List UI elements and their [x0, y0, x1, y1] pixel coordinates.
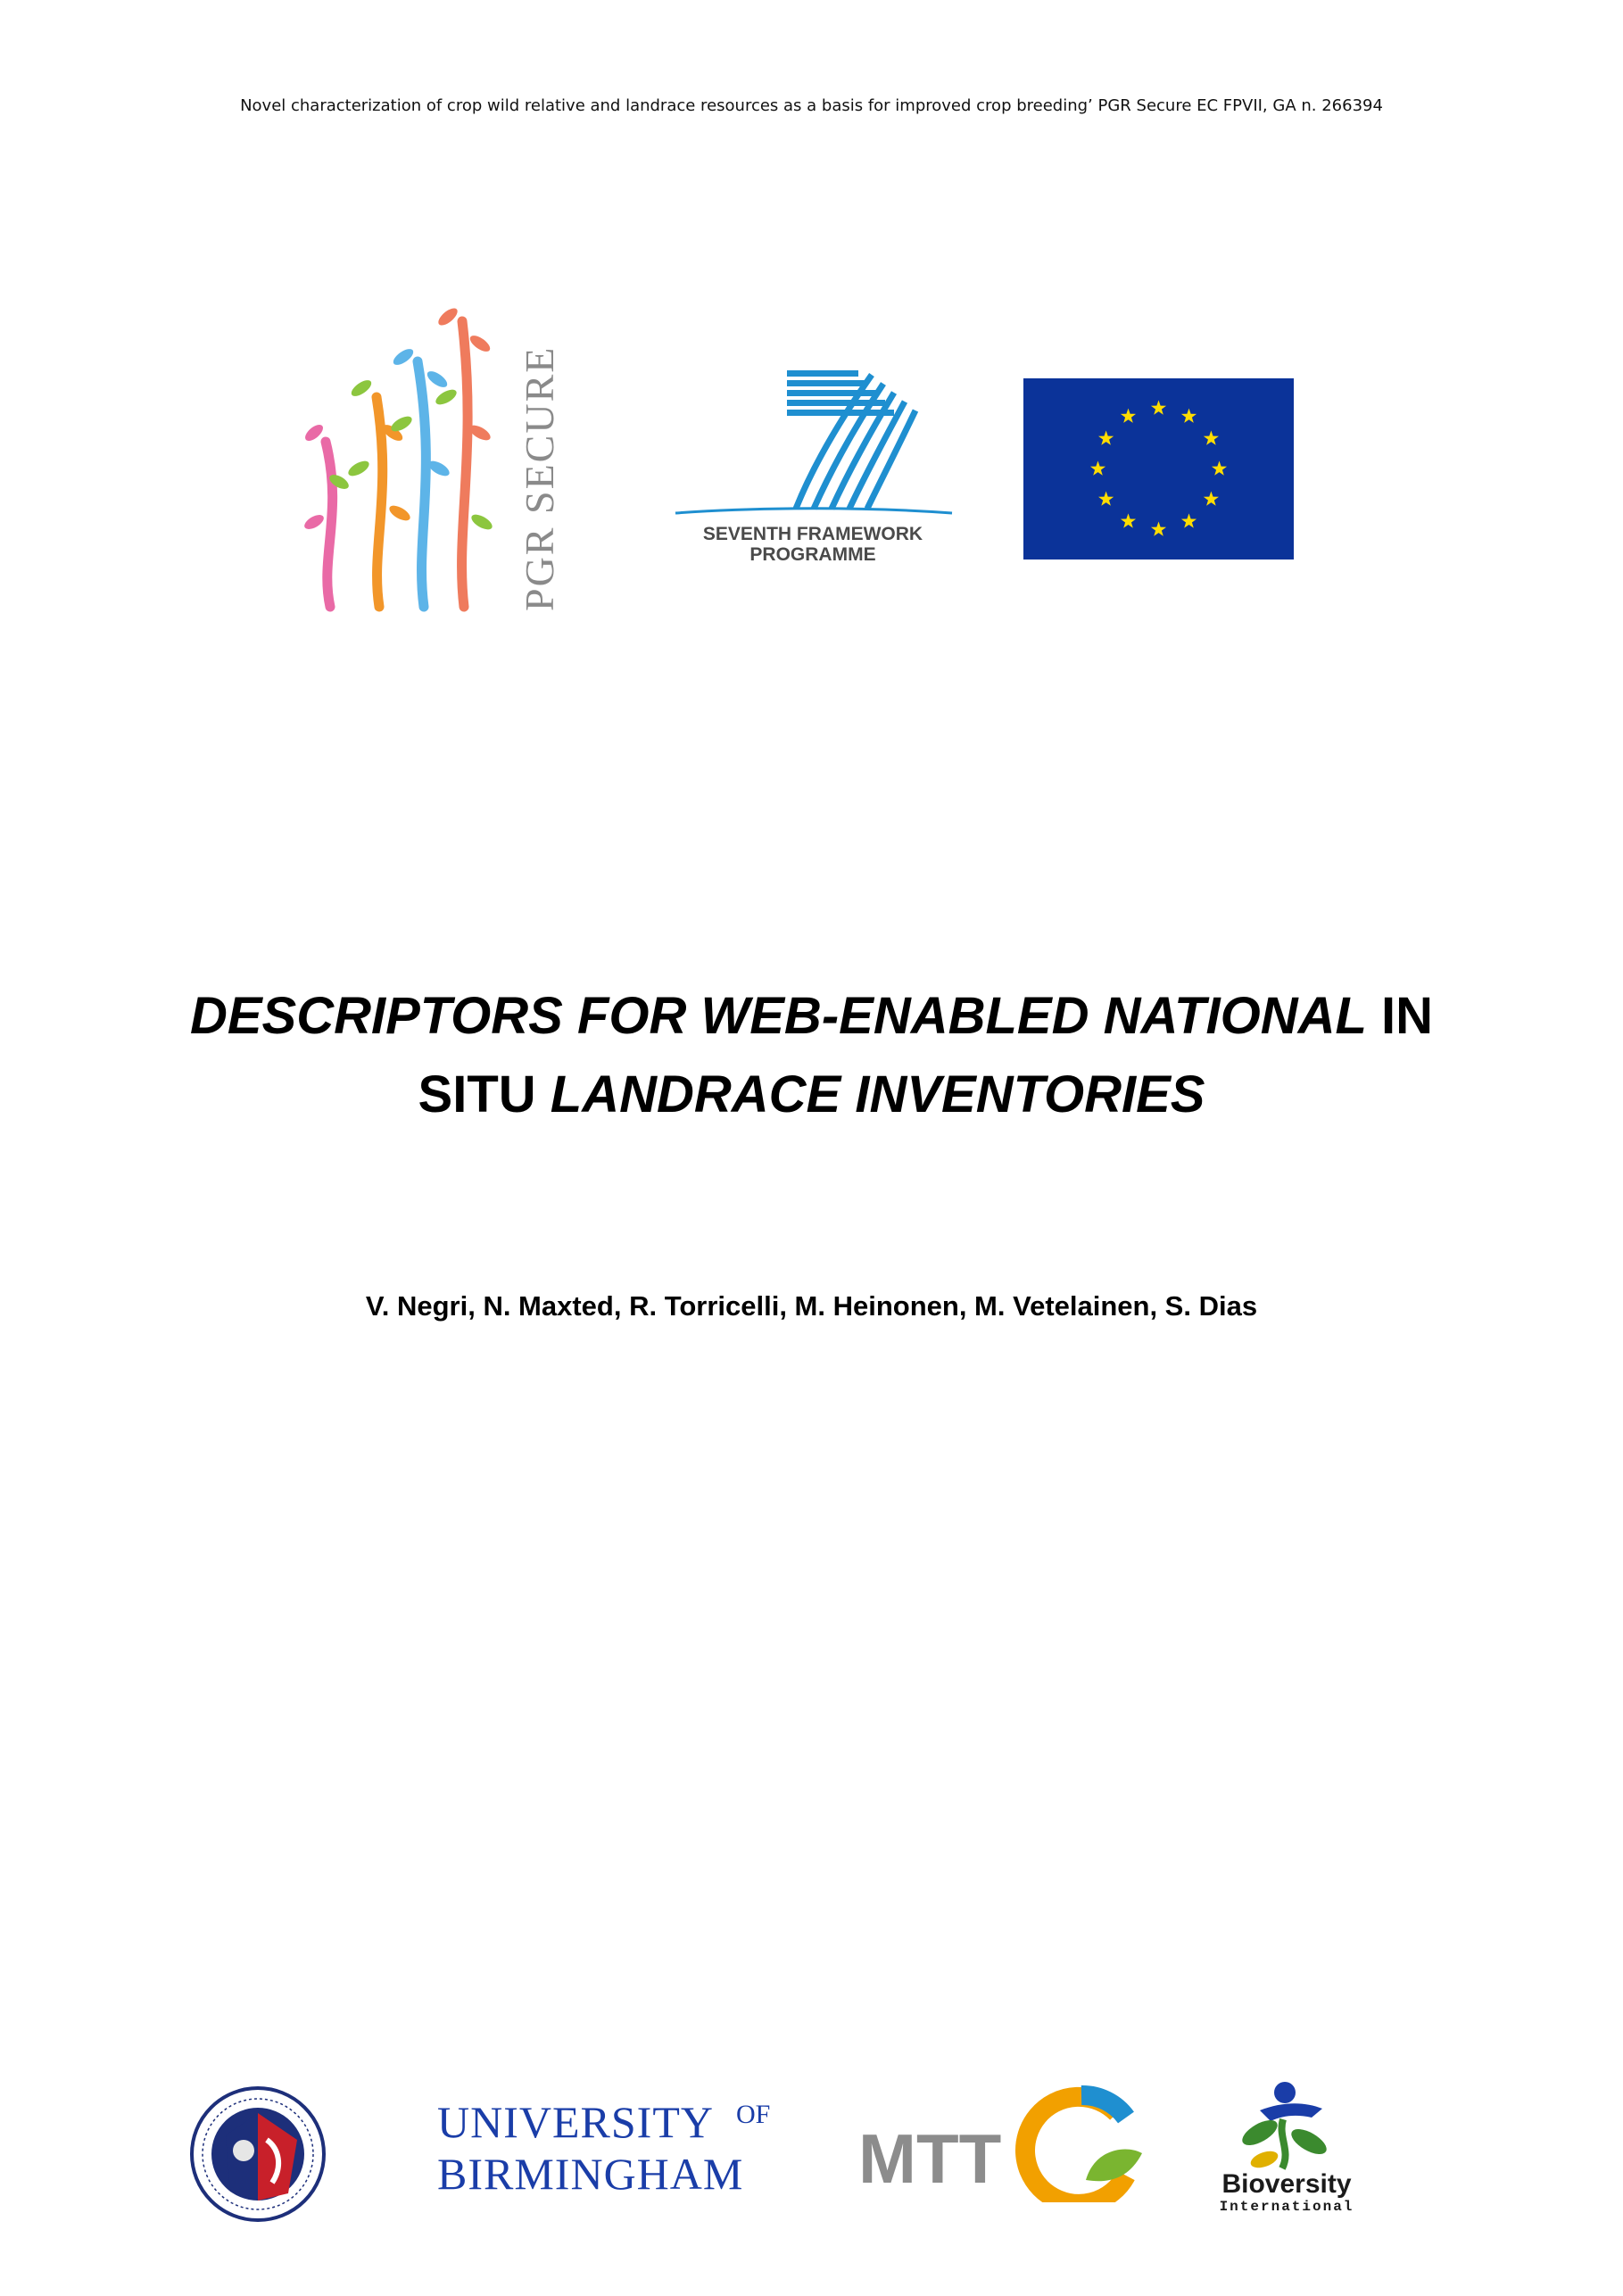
- fp7-line1: SEVENTH FRAMEWORK: [702, 524, 923, 544]
- bioversity-international-logo: [1206, 2075, 1367, 2217]
- title-part2: IN: [1366, 987, 1434, 1045]
- pgr-stem-blue: [418, 361, 426, 607]
- pgr-stem-coral: [462, 321, 468, 607]
- uob-of: OF: [736, 2100, 771, 2129]
- header-note: Novel characterization of crop wild relative and landrace resources as a basis for improved crop breeding’ PGR Secure EC FPVII, GA n. 266394: [240, 96, 1383, 115]
- seventh-framework-logo: [671, 366, 955, 567]
- document-title: [0, 977, 1623, 1134]
- pgr-stem-pink: [326, 442, 333, 607]
- fp7-line2: PROGRAMME: [749, 544, 876, 565]
- mtt-leaf-icon: [1086, 2149, 1142, 2181]
- title-part3: SITU: [418, 1065, 551, 1123]
- perugia-seal-logo: [190, 2086, 326, 2222]
- pgr-stem-orange: [377, 397, 383, 607]
- uob-line2: BIRMINGHAM: [437, 2149, 744, 2199]
- mtt-logo: [858, 2077, 1153, 2202]
- authors: V. Negri, N. Maxted, R. Torricelli, M. Heinonen, M. Vetelainen, S. Dias: [365, 1290, 1258, 1322]
- pgr-secure-text: PGR SECURE: [517, 345, 562, 611]
- mtt-text: MTT: [858, 2119, 1002, 2198]
- bioversity-line1: Bioversity: [1221, 2169, 1352, 2199]
- eu-flag: [1023, 378, 1294, 559]
- uob-line1: UNIVERSITY: [437, 2097, 714, 2147]
- university-of-birmingham-logo: [437, 2093, 785, 2200]
- pgr-secure-logo: [303, 290, 562, 616]
- title-part1: DESCRIPTORS FOR WEB-ENABLED NATIONAL: [189, 987, 1367, 1045]
- bioversity-line2: International: [1219, 2199, 1354, 2215]
- title-part4: LANDRACE INVENTORIES: [550, 1065, 1205, 1123]
